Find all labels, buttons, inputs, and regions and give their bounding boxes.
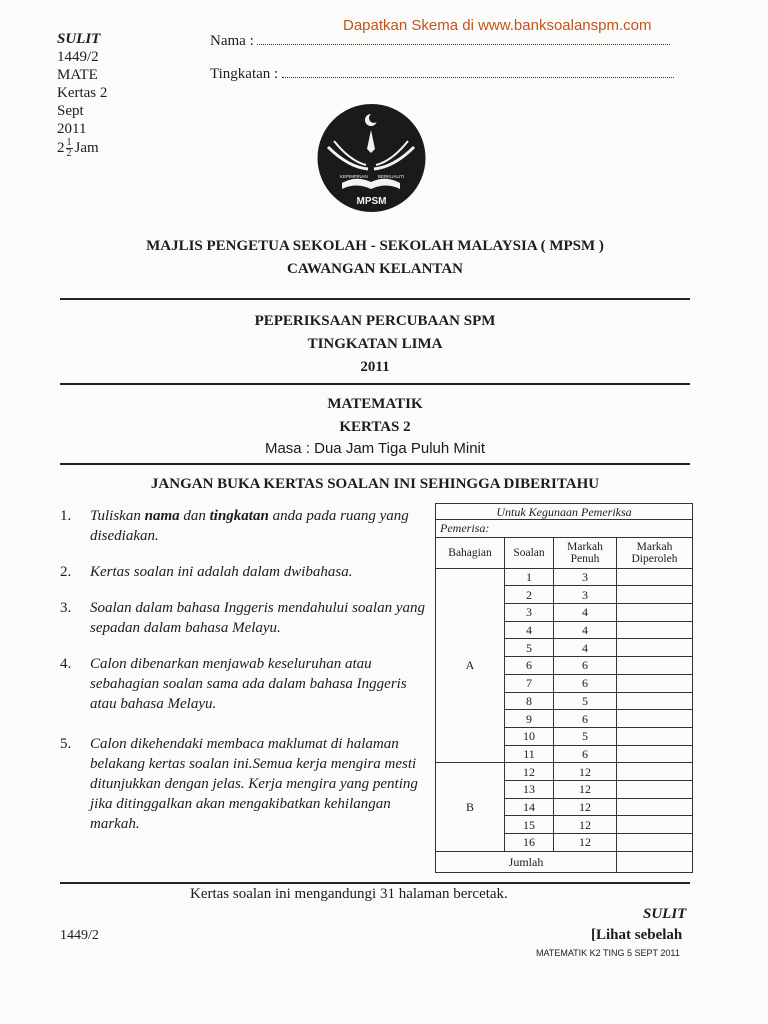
marks-obtained[interactable]	[617, 780, 693, 798]
table-caption: Untuk Kegunaan Pemeriksa	[436, 504, 693, 520]
instruction-text: Calon dikehendaki membaca maklumat di halaman belakang kertas soalan ini.Semua kerja mengira mesti ditunjukkan dengan jelas. Kerja mengira yang penting jika ditinggalkan akan mengakibatkan kehilangan markah.	[90, 736, 418, 832]
name-dotted-line[interactable]	[257, 32, 670, 45]
exam-title: PEPERIKSAAN PERCUBAAN SPM	[254, 313, 496, 329]
full-marks: 5	[554, 727, 617, 745]
instruction-number: 2.	[60, 564, 72, 580]
organizer-line1: MAJLIS PENGETUA SEKOLAH - SEKOLAH MALAYSIA ( MPSM )	[146, 238, 604, 254]
section-label: B	[436, 763, 505, 851]
examiner-table	[435, 503, 693, 873]
footer-small-print: MATEMATIK K2 TING 5 SEPT 2011	[536, 948, 680, 958]
question-number: 8	[505, 692, 554, 710]
paper-code: 1449/2	[57, 49, 99, 65]
logo-text-right: BERKUALITI	[378, 174, 405, 179]
full-marks: 12	[554, 780, 617, 798]
instruction-number: 1.	[60, 508, 72, 524]
fraction-denominator: 2	[66, 148, 72, 159]
marks-obtained[interactable]	[617, 763, 693, 781]
full-marks: 12	[554, 763, 617, 781]
exam-form: TINGKATAN LIMA	[307, 336, 443, 352]
marks-obtained[interactable]	[617, 621, 693, 639]
subject-abbrev: MATE	[57, 67, 98, 83]
instruction-number: 4.	[60, 656, 72, 672]
marks-obtained[interactable]	[617, 657, 693, 675]
question-number: 14	[505, 798, 554, 816]
marks-obtained[interactable]	[617, 834, 693, 852]
paper-title: KERTAS 2	[339, 419, 411, 435]
marks-obtained[interactable]	[617, 710, 693, 728]
full-marks: 4	[554, 639, 617, 657]
marks-obtained[interactable]	[617, 568, 693, 586]
question-number: 15	[505, 816, 554, 834]
instruction-text: Calon dibenarkan menjawab keseluruhan atau sebahagian soalan sama ada dalam bahasa Inggeris atau bahasa Melayu.	[90, 656, 407, 712]
question-number: 10	[505, 727, 554, 745]
full-marks: 12	[554, 816, 617, 834]
source-banner: Dapatkan Skema di www.banksoalanspm.com	[343, 17, 652, 34]
marks-obtained[interactable]	[617, 798, 693, 816]
full-marks: 6	[554, 657, 617, 675]
instruction-number: 5.	[60, 736, 72, 752]
marks-obtained[interactable]	[617, 692, 693, 710]
duration	[57, 138, 107, 159]
total-label: Jumlah	[436, 851, 617, 872]
divider	[60, 882, 690, 884]
question-number: 5	[505, 639, 554, 657]
form-label: Tingkatan :	[210, 66, 279, 82]
col-header: Markah Penuh	[554, 537, 617, 568]
divider	[60, 298, 690, 300]
marks-obtained[interactable]	[617, 639, 693, 657]
paper-number: Kertas 2	[57, 85, 108, 101]
col-header: Markah Diperoleh	[617, 537, 693, 568]
full-marks: 4	[554, 604, 617, 622]
question-number: 9	[505, 710, 554, 728]
full-marks: 12	[554, 798, 617, 816]
question-number: 12	[505, 763, 554, 781]
organizer-line2: CAWANGAN KELANTAN	[287, 261, 463, 277]
divider	[60, 463, 690, 465]
subject-title: MATEMATIK	[327, 396, 423, 412]
col-header: Bahagian	[436, 537, 505, 568]
fraction-numerator: 1	[66, 137, 72, 148]
divider	[60, 383, 690, 385]
exam-year-center: 2011	[360, 359, 390, 375]
question-number: 6	[505, 657, 554, 675]
question-number: 2	[505, 586, 554, 604]
logo-text-left: KEPIMPINAN	[340, 174, 368, 179]
marks-obtained[interactable]	[617, 727, 693, 745]
full-marks: 6	[554, 674, 617, 692]
full-marks: 3	[554, 568, 617, 586]
duration-unit: Jam	[74, 139, 99, 156]
question-number: 11	[505, 745, 554, 763]
full-marks: 3	[554, 586, 617, 604]
marks-obtained[interactable]	[617, 745, 693, 763]
paper-info	[57, 30, 107, 159]
instruction-text: Tuliskan nama dan tingkatan anda pada ruang yang disediakan.	[90, 508, 409, 544]
question-number: 16	[505, 834, 554, 852]
marks-obtained[interactable]	[617, 586, 693, 604]
full-marks: 4	[554, 621, 617, 639]
question-number: 4	[505, 621, 554, 639]
col-header: Soalan	[505, 537, 554, 568]
logo-crescent-inner	[369, 113, 379, 123]
full-marks: 12	[554, 834, 617, 852]
full-marks: 5	[554, 692, 617, 710]
question-number: 1	[505, 568, 554, 586]
sulit-label: SULIT	[57, 31, 101, 47]
instruction-text: Kertas soalan ini adalah dalam dwibahasa.	[90, 564, 353, 580]
question-number: 3	[505, 604, 554, 622]
duration-whole: 2	[57, 139, 65, 156]
footer-paper-code: 1449/2	[60, 928, 99, 943]
question-number: 13	[505, 780, 554, 798]
form-dotted-line[interactable]	[282, 65, 674, 78]
mpsm-logo	[308, 103, 435, 213]
marks-obtained[interactable]	[617, 674, 693, 692]
warning-heading: JANGAN BUKA KERTAS SOALAN INI SEHINGGA DIBERITAHU	[150, 476, 600, 492]
instruction-text: Soalan dalam bahasa Inggeris mendahului soalan yang sepadan dalam bahasa Melayu.	[90, 600, 425, 636]
examiner-row: Pemerisa:	[436, 520, 693, 538]
page-count-note: Kertas soalan ini mengandungi 31 halaman bercetak.	[190, 886, 508, 902]
marks-obtained[interactable]	[617, 816, 693, 834]
duration-fraction	[66, 138, 73, 159]
question-number: 7	[505, 674, 554, 692]
full-marks: 6	[554, 745, 617, 763]
exam-year: 2011	[57, 121, 87, 137]
turn-over-note: [Lihat sebelah	[591, 927, 683, 943]
form-field[interactable]	[210, 65, 674, 83]
footer-sulit: SULIT	[643, 906, 687, 922]
total-marks[interactable]	[617, 851, 693, 872]
marks-obtained[interactable]	[617, 604, 693, 622]
exam-duration: Masa : Dua Jam Tiga Puluh Minit	[264, 440, 486, 457]
section-label: A	[436, 568, 505, 763]
name-field[interactable]	[210, 32, 670, 50]
exam-month: Sept	[57, 103, 84, 119]
logo-acronym: MPSM	[356, 196, 387, 207]
name-label: Nama :	[210, 33, 254, 49]
full-marks: 6	[554, 710, 617, 728]
instruction-number: 3.	[60, 600, 72, 616]
